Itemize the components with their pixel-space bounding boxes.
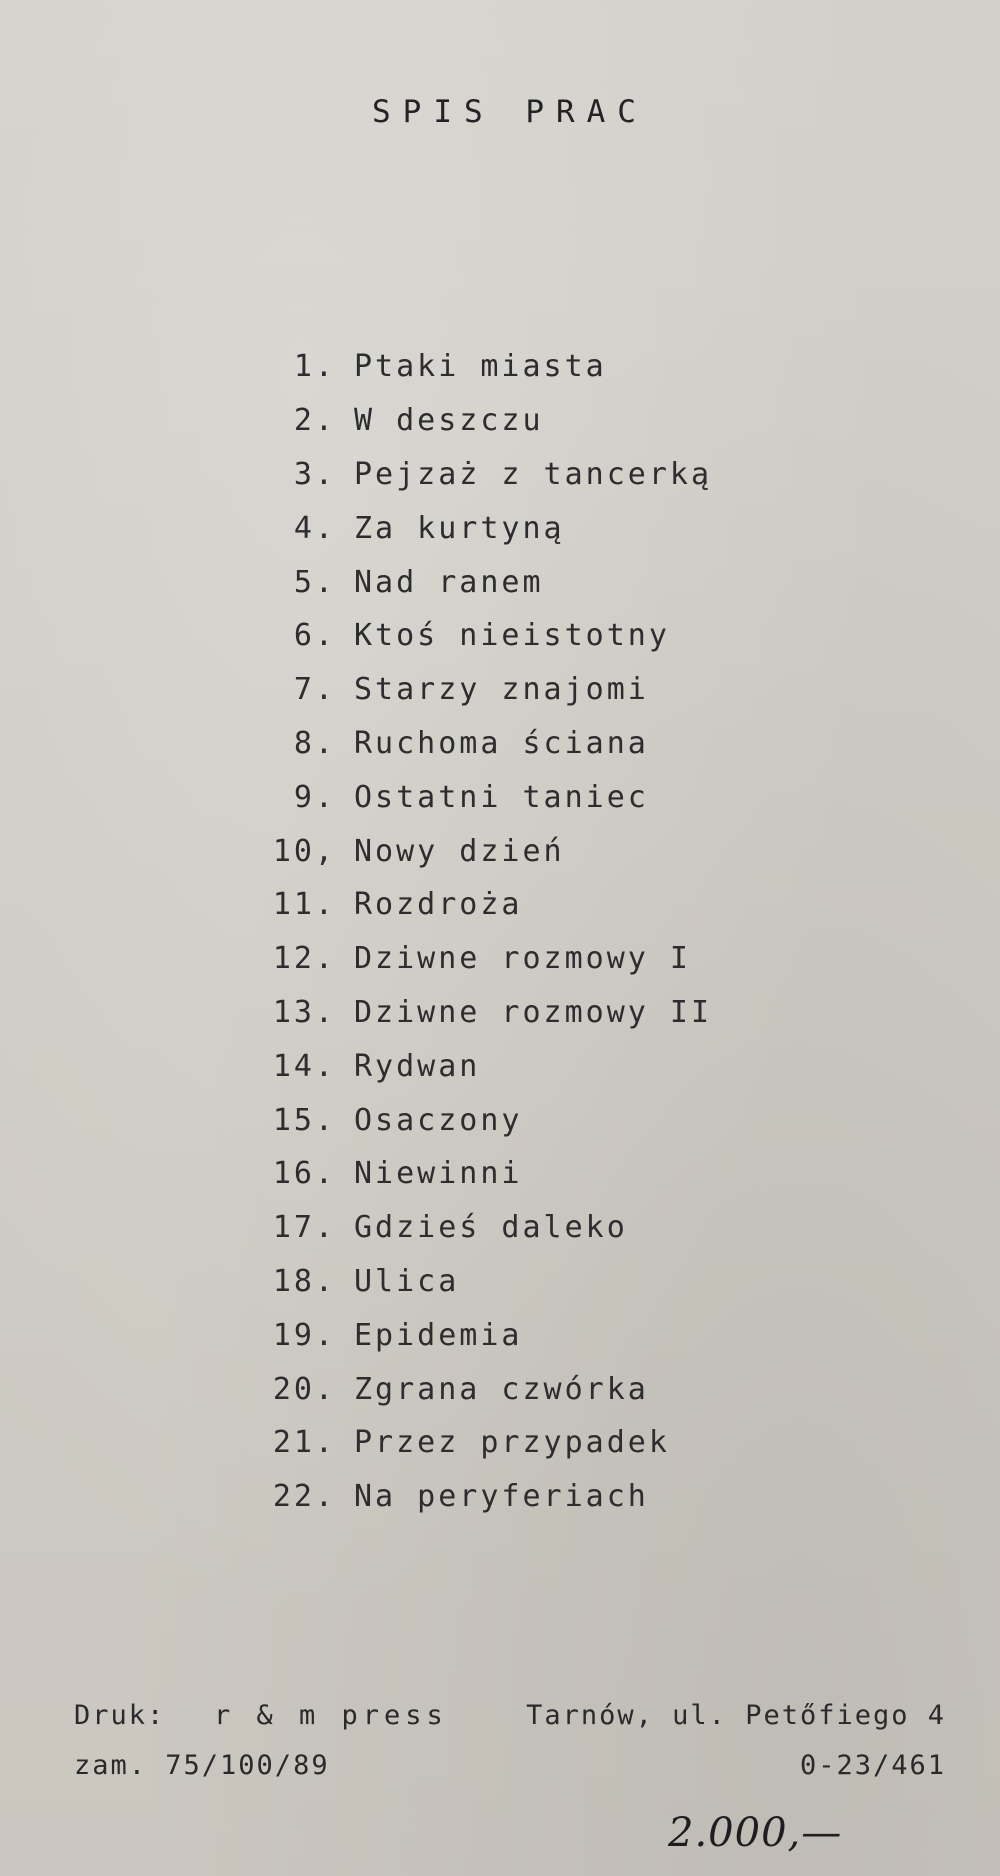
list-item [240,1255,712,1309]
item-title: Dziwne rozmowy I [354,941,691,977]
item-number: 20. [272,1371,336,1407]
item-number: 21. [272,1425,336,1461]
works-list [240,340,712,1524]
item-number: 22. [272,1479,336,1515]
list-item [240,1147,712,1201]
list-item [240,501,712,555]
list-item [240,986,712,1040]
item-title: Za kurtyną [354,510,565,546]
list-item [240,824,712,878]
item-title: Pejzaż z tancerką [354,456,713,492]
item-number: 19. [272,1317,336,1353]
item-title: Ulica [354,1263,460,1299]
item-title: Niewinni [354,1156,523,1192]
list-item [240,1039,712,1093]
item-title: Starzy znajomi [354,672,649,708]
item-title: Ruchoma ściana [354,725,649,761]
item-title: Dziwne rozmowy II [354,994,713,1030]
list-item [240,1416,712,1470]
item-number: 8. [293,725,336,761]
item-title: Ostatni taniec [354,779,649,815]
handwritten-price: 2.000,— [668,1810,843,1856]
list-item [240,932,712,986]
item-number: 4. [293,510,336,546]
list-item [240,448,712,502]
printer-name: r & m press [214,1700,448,1731]
list-item [240,555,712,609]
item-number: 14. [272,1048,336,1084]
item-title: Nad ranem [354,564,544,600]
item-title: Ptaki miasta [354,349,607,385]
item-number: 2. [293,403,336,439]
list-item [240,1362,712,1416]
item-number: 10, [272,833,336,869]
item-title: Przez przypadek [354,1425,670,1461]
item-title: Rozdroża [354,887,523,923]
list-item [240,717,712,771]
item-number: 3. [293,456,336,492]
list-item [240,878,712,932]
order-number: zam. 75/100/89 [74,1750,330,1781]
list-item [240,340,712,394]
item-number: 16. [272,1156,336,1192]
item-title: Gdzieś daleko [354,1210,628,1246]
printer-address: Tarnów, ul. Petőfiego 4 [526,1700,946,1731]
page-title: SPIS PRAC [372,94,648,130]
item-number: 13. [272,994,336,1030]
item-number: 17. [272,1210,336,1246]
item-number: 6. [293,618,336,654]
list-item [240,663,712,717]
item-number: 5. [293,564,336,600]
item-number: 12. [272,941,336,977]
item-title: Osaczony [354,1102,523,1138]
item-title: Na peryferiach [354,1479,649,1515]
item-number: 7. [293,672,336,708]
item-title: Rydwan [354,1048,481,1084]
list-item [240,770,712,824]
list-item [240,1470,712,1524]
list-item [240,1308,712,1362]
item-number: 18. [272,1263,336,1299]
list-item [240,1093,712,1147]
item-title: Ktoś nieistotny [354,618,670,654]
item-title: Nowy dzień [354,833,565,869]
list-item [240,394,712,448]
list-item [240,609,712,663]
item-number: 15. [272,1102,336,1138]
phone-number: 0-23/461 [799,1750,946,1781]
print-label: Druk: [74,1700,166,1731]
item-title: Zgrana czwórka [354,1371,649,1407]
item-number: 11. [272,887,336,923]
list-item [240,1201,712,1255]
item-number: 1. [293,349,336,385]
item-number: 9. [293,779,336,815]
item-title: W deszczu [354,403,544,439]
item-title: Epidemia [354,1317,523,1353]
